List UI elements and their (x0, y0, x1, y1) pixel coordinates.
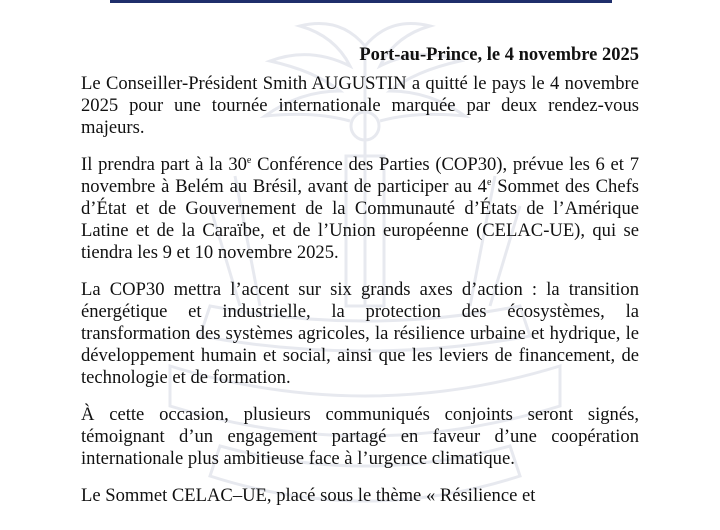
dateline: Port-au-Prince, le 4 novembre 2025 (359, 45, 639, 65)
header-rule (110, 0, 612, 3)
ordinal-superscript: e (486, 177, 492, 188)
communique-body (81, 73, 639, 522)
paragraph-2-part-3: Sommet des Chefs d’État et de Gouvernement de la Communauté d’États de l’Amérique Latine et de la Caraïbe, et de l’Union européenne (CELAC-UE), qui se tiendra les 9 et 10 novembre 2025. (81, 176, 640, 263)
paragraph-3: La COP30 mettra l’accent sur six grands axes d’action : la transition énergétique et industrielle, la protection des écosystèmes, la transformation des systèmes agricoles, la résilience urbaine et hydrique, le développement humain et social, ainsi que les leviers de financement, de technologie et de formation. (81, 279, 639, 388)
paragraph-5: Le Sommet CELAC–UE, placé sous le thème « Résilience et (81, 485, 536, 506)
paragraph-2 (81, 154, 639, 264)
paragraph-4: À cette occasion, plusieurs communiqués conjoints seront signés, témoignant d’un engagement partagé en faveur d’une coopération internationale plus ambitieuse face à l’urgence climatique. (81, 404, 639, 469)
paragraph-2-part-1: Il prendra part à la 30 (81, 154, 247, 175)
paragraph-2-part-2: Conférence des Parties (COP30), prévue les 6 et 7 novembre à Belém au Brésil, avant de participer au 4 (81, 154, 639, 197)
ordinal-superscript: e (246, 155, 252, 166)
paragraph-1: Le Conseiller-Président Smith AUGUSTIN a quitté le pays le 4 novembre 2025 pour une tournée internationale marquée par deux rendez-vous majeurs. (81, 73, 639, 138)
